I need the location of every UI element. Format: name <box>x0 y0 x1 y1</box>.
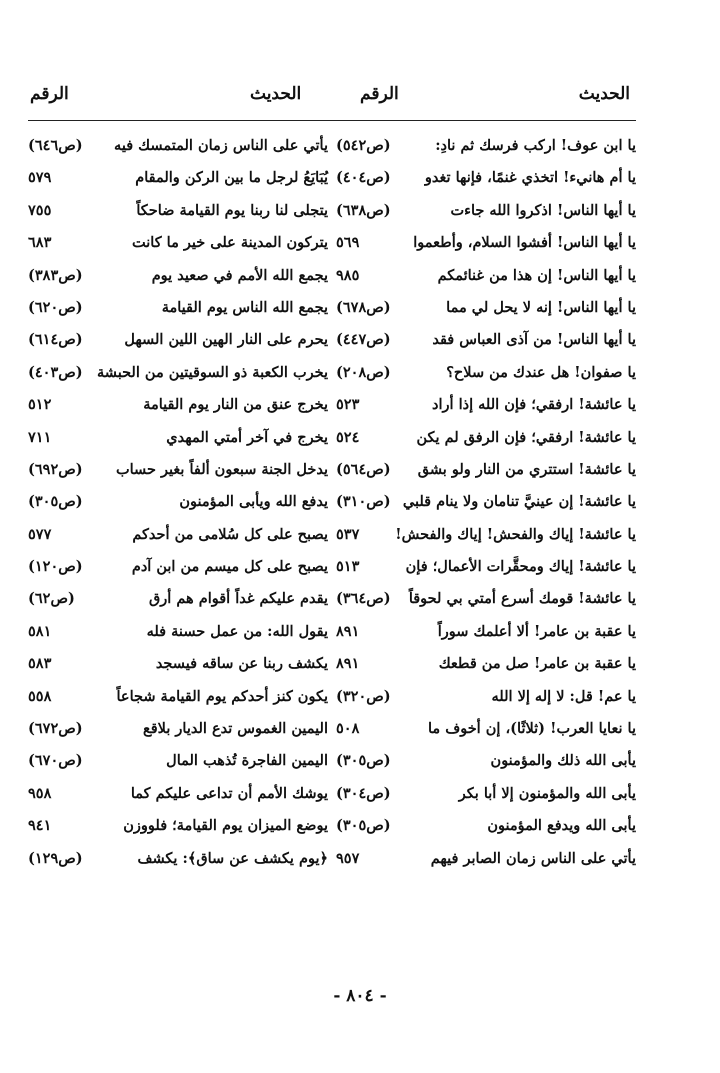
header-divider <box>28 120 636 121</box>
index-entry <box>336 130 636 162</box>
hadith-text: يدخل الجنة سبعون ألفاً بغير حساب <box>115 460 328 478</box>
index-entry <box>336 357 636 389</box>
hadith-number: (ص٣٠٥) <box>28 493 83 511</box>
hadith-text: يا عقبة بن عامر! صل من قطعك <box>438 655 636 673</box>
index-entry <box>336 778 636 810</box>
hadith-number: ٥٨١ <box>28 622 52 640</box>
hadith-text: يا ابن عوف! اركب فرسك ثم نادِ: <box>435 137 636 154</box>
hadith-text: ﴿يوم يكشف عن ساق﴾: يكشف <box>137 849 328 867</box>
index-entry <box>336 486 636 518</box>
hadith-number: (ص٤٠٣) <box>28 363 83 381</box>
index-entry <box>336 810 636 842</box>
hadith-number: ٩٥٧ <box>336 849 360 867</box>
index-entry <box>28 810 328 842</box>
hadith-number: ٩٥٨ <box>28 784 52 802</box>
hadith-number: ٥٠٨ <box>336 720 360 738</box>
hadith-text: يقول الله: من عمل حسنة فله <box>146 622 328 640</box>
hadith-number: (ص١٢٠) <box>28 558 83 576</box>
hadith-text: يا عائشة! ارفقي؛ فإن الله إذا أراد <box>432 396 636 414</box>
index-entry <box>28 519 328 551</box>
hadith-number: ٥٣٧ <box>336 525 360 543</box>
index-entry <box>336 292 636 324</box>
hadith-number: (ص٦٣٨) <box>336 201 391 219</box>
index-entry <box>28 681 328 713</box>
index-entry <box>28 713 328 745</box>
index-entry <box>336 324 636 356</box>
index-entry <box>28 195 328 227</box>
hadith-number: ٦٨٣ <box>28 234 52 252</box>
hadith-text: يأبى الله ويدفع المؤمنون <box>487 817 636 835</box>
index-entry <box>28 843 328 875</box>
hadith-text: يا أيها الناس! من آذى العباس فقد <box>432 331 636 349</box>
hadith-number: ٥٦٩ <box>336 234 360 252</box>
index-entry <box>28 260 328 292</box>
hadith-number: (ص٣٦٤) <box>336 590 391 608</box>
hadith-text: يخرج في آخر أمتي المهدي <box>166 428 328 446</box>
hadith-text: يأتي على الناس زمان الصابر فيهم <box>430 849 636 867</box>
index-entry <box>28 227 328 259</box>
hadith-text: يا أيها الناس! أفشوا السلام، وأطعموا <box>413 234 636 252</box>
hadith-number: (ص٤٠٤) <box>336 169 391 187</box>
index-entry <box>28 389 328 421</box>
index-entry <box>336 648 636 680</box>
index-entry <box>336 843 636 875</box>
index-entry <box>28 422 328 454</box>
hadith-text: يا عائشة! إياك ومحقَّرات الأعمال؛ فإن <box>405 558 636 576</box>
hadith-number: (ص٦٧٨) <box>336 298 391 316</box>
hadith-text: يا عائشة! استتري من النار ولو بشق <box>417 460 636 478</box>
hadith-text: يدفع الله ويأبى المؤمنون <box>179 493 328 511</box>
hadith-text: يأتي على الناس زمان المتمسك فيه <box>114 137 328 154</box>
hadith-number: ٥٨٣ <box>28 655 52 673</box>
hadith-number: (ص٣٠٥) <box>336 752 391 770</box>
right-column <box>336 130 636 875</box>
hadith-text: يا أيها الناس! اذكروا الله جاءت <box>450 201 636 219</box>
hadith-text: يا صفوان! هل عندك من سلاح؟ <box>446 363 636 381</box>
index-entry <box>336 583 636 615</box>
index-entry <box>336 227 636 259</box>
hadith-number: (ص٥٤٢) <box>336 137 391 154</box>
hadith-text: يا أيها الناس! إن هذا من غنائمكم <box>437 266 636 284</box>
hadith-number: ٨٩١ <box>336 655 360 673</box>
index-entry <box>336 454 636 486</box>
hadith-text: اليمين الفاجرة تُذهب المال <box>166 752 328 770</box>
index-entry <box>28 583 328 615</box>
index-entry <box>336 195 636 227</box>
hadith-number: ٥١٢ <box>28 396 52 414</box>
hadith-number: ٥٢٤ <box>336 428 360 446</box>
hadith-text: يا عقبة بن عامر! ألا أعلمك سوراً <box>437 622 636 640</box>
hadith-number: (ص٣٠٥) <box>336 817 391 835</box>
hadith-number: ٥٢٣ <box>336 396 360 414</box>
index-entry <box>28 486 328 518</box>
index-entry <box>28 162 328 194</box>
hadith-text: يُبَايَعُ لرجل ما بين الركن والمقام <box>135 169 328 187</box>
hadith-text: يصبح على كل سُلامى من أحدكم <box>132 525 328 543</box>
hadith-number: (ص٦١٤) <box>28 331 83 349</box>
index-entry <box>28 745 328 777</box>
hadith-text: يجمع الله الناس يوم القيامة <box>161 298 328 316</box>
hadith-number: (ص٦٤٦) <box>28 137 83 154</box>
hadith-text: يصبح على كل ميسم من ابن آدم <box>131 558 328 576</box>
index-entry <box>28 551 328 583</box>
hadith-number: ٥١٣ <box>336 558 360 576</box>
hadith-text: اليمين الغموس تدع الديار بلاقع <box>143 720 328 738</box>
hadith-number: (ص٤٤٧) <box>336 331 391 349</box>
hadith-text: يكشف ربنا عن ساقه فيسجد <box>155 655 328 673</box>
index-entry <box>336 745 636 777</box>
index-entry <box>336 551 636 583</box>
index-entry <box>336 713 636 745</box>
hadith-number: (ص٦٧٢) <box>28 720 83 738</box>
hadith-number: ٧١١ <box>28 428 52 446</box>
hadith-text: يا أم هانيء! اتخذي غنمًا، فإنها تغدو <box>424 169 636 187</box>
index-entry <box>336 681 636 713</box>
index-entry <box>28 648 328 680</box>
hadith-text: يا عم! قل: لا إله إلا الله <box>491 687 636 705</box>
hadith-number: (ص٣٠٤) <box>336 784 391 802</box>
index-entry <box>336 260 636 292</box>
index-entry <box>28 130 328 162</box>
hadith-number: (ص٣١٠) <box>336 493 391 511</box>
index-entry <box>336 389 636 421</box>
hadith-text: يكون كنز أحدكم يوم القيامة شجاعاً <box>116 687 328 705</box>
hadith-number: (ص١٢٩) <box>28 849 83 867</box>
index-entry <box>336 422 636 454</box>
hadith-text: يوضع الميزان يوم القيامة؛ فلووزن <box>123 817 328 835</box>
hadith-text: يأبى الله والمؤمنون إلا أبا بكر <box>458 784 636 802</box>
hadith-number: ٨٩١ <box>336 622 360 640</box>
hadith-text: يجمع الله الأمم في صعيد يوم <box>151 266 328 284</box>
hadith-text: يأبى الله ذلك والمؤمنون <box>490 752 636 770</box>
index-entry <box>336 519 636 551</box>
hadith-text: يوشك الأمم أن تداعى عليكم كما <box>130 784 328 802</box>
hadith-text: يا عائشة! قومك أسرع أمتي بي لحوقاً <box>408 590 636 608</box>
index-entry <box>28 454 328 486</box>
hadith-text: يا عائشة! إياك والفحش! إياك والفحش! <box>395 525 636 543</box>
index-entry <box>28 357 328 389</box>
index-entry <box>28 324 328 356</box>
index-entry <box>336 162 636 194</box>
hadith-number: ٧٥٥ <box>28 201 52 219</box>
hadith-text: يا أيها الناس! إنه لا يحل لي مما <box>446 298 636 316</box>
hadith-text: يا عائشة! ارفقي؛ فإن الرفق لم يكن <box>416 428 636 446</box>
hadith-text: يتركون المدينة على خير ما كانت <box>132 234 328 252</box>
index-entry <box>28 616 328 648</box>
hadith-number: (ص٦٧٠) <box>28 752 83 770</box>
table-header <box>30 84 630 114</box>
hadith-number: ٥٧٩ <box>28 169 52 187</box>
hadith-text: يخرج عنق من النار يوم القيامة <box>143 396 328 414</box>
index-entry <box>336 616 636 648</box>
hadith-text: يخرب الكعبة ذو السوقيتين من الحبشة <box>96 363 328 381</box>
header-hadith-left: الحديث <box>250 84 302 104</box>
hadith-text: يا نعايا العرب! (ثلاثًا)، إن أخوف ما <box>427 720 636 738</box>
hadith-text: يقدم عليكم غداً أقوام هم أرق <box>149 590 328 608</box>
hadith-number: (ص٣٢٠) <box>336 687 391 705</box>
left-column <box>28 130 328 875</box>
hadith-text: يحرم على النار الهين اللين السهل <box>124 331 328 349</box>
page-number: - ٨٠٤ - <box>333 986 387 1006</box>
hadith-number: (ص٣٨٣) <box>28 266 83 284</box>
header-number-right: الرقم <box>360 84 399 104</box>
hadith-number: ٩٤١ <box>28 817 52 835</box>
index-entry <box>28 778 328 810</box>
header-number-left: الرقم <box>30 84 69 104</box>
header-hadith-right: الحديث <box>578 84 630 104</box>
hadith-number: (ص٦٩٢) <box>28 460 83 478</box>
hadith-text: يا عائشة! إن عينيَّ تنامان ولا ينام قلبي <box>402 493 636 511</box>
hadith-number: ٩٨٥ <box>336 266 360 284</box>
index-entry <box>28 292 328 324</box>
hadith-text: يتجلى لنا ربنا يوم القيامة ضاحكاً <box>136 201 328 219</box>
hadith-number: (ص٦٢) <box>28 590 75 608</box>
hadith-number: (ص٦٢٠) <box>28 298 83 316</box>
hadith-number: (ص٢٠٨) <box>336 363 391 381</box>
hadith-number: ٥٥٨ <box>28 687 52 705</box>
hadith-number: (ص٥٦٤) <box>336 460 391 478</box>
hadith-number: ٥٧٧ <box>28 525 52 543</box>
